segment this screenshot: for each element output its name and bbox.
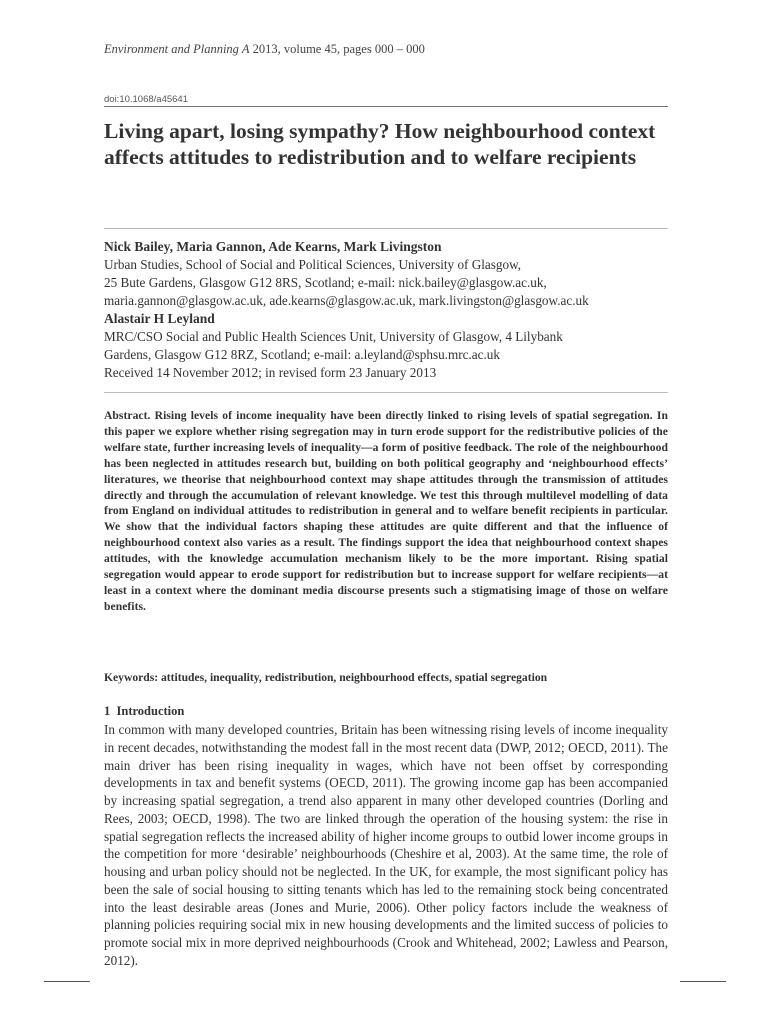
authors-divider: [104, 392, 668, 393]
crop-mark-left: [44, 981, 90, 982]
keywords: [104, 671, 668, 684]
author-names-1: Nick Bailey, Maria Gannon, Ade Kearns, Mark Livingston: [104, 239, 442, 254]
introduction-paragraph: In common with many developed countries, Britain has been witnessing rising levels of income inequality in recent decades, notwithstanding the modest fall in the most recent data (DWP, 2012; OECD, 2011). The main driver has been rising inequality in wages, which have not been offset by corresponding developments in tax and benefit systems (OECD, 2011). The growing income gap has been accompanied by increasing spatial segregation, a trend also apparent in many other developed countries (Dorling and Rees, 2003; OECD, 1998). The two are linked through the operation of the housing system: the rise in spatial segregation reflects the increased ability of higher income groups to outbid lower income groups in the competition for more ‘desirable’ neighbourhoods (Cheshire et al, 2003). At the same time, the role of housing and urban policy should not be neglected. In the UK, for example, the most significant policy has been the sale of social housing to sitting tenants which has led to the remaining stock being concentrated into the least desirable areas (Jones and Murie, 2006). Other policy factors include the weakness of planning policies requiring social mix in new housing developments and the limited success of policies to promote social mix in more deprived neighbourhoods (Crook and Whitehead, 2002; Lawless and Pearson, 2012).: [104, 722, 668, 968]
doi-link[interactable]: doi:10.1068/a45641: [104, 94, 188, 105]
crop-mark-right: [680, 981, 726, 982]
journal-header: [104, 42, 425, 57]
keywords-text: attitudes, inequality, redistribution, neighbourhood effects, spatial segregation: [158, 671, 548, 684]
author-names-2: Alastair H Leyland: [104, 311, 215, 326]
author-block: [104, 238, 668, 382]
section-heading: [104, 704, 184, 719]
affiliation-line: maria.gannon@glasgow.ac.uk, ade.kearns@glasgow.ac.uk, mark.livingston@glasgow.ac.uk: [104, 293, 589, 308]
affiliation-line: Gardens, Glasgow G12 8RZ, Scotland; e-mail: a.leyland@sphsu.mrc.ac.uk: [104, 347, 500, 362]
abstract-text: Rising levels of income inequality have been directly linked to rising levels of spatial segregation. In this paper we explore whether rising segregation may in turn erode support for the redistributive policies of the welfare state, further increasing levels of inequality—a form of positive feedback. The role of the neighbourhood has been neglected in attitudes research but, building on both political geography and ‘neighbourhood effects’ literatures, we theorise that neighbourhood context may shape attitudes through the transmission of attitudes directly and through the accumulation of relevant knowledge. We test this through multilevel modelling of data from England on individual attitudes to redistribution in general and to welfare benefit recipients in particular. We show that the individual factors shaping these attitudes are quite different and that the influence of neighbourhood context also varies as a result. The findings support the idea that neighbourhood context shapes attitudes, with the knowledge accumulation mechanism likely to be the more important. Rising spatial segregation would appear to erode support for redistribution but to increase support for welfare recipients—at least in a context where the dominant media discourse presents such a stigmatising image of those on welfare benefits.: [104, 409, 668, 613]
affiliation-line: Urban Studies, School of Social and Political Sciences, University of Glasgow,: [104, 257, 522, 272]
section-title: Introduction: [116, 704, 185, 718]
section-number: 1: [104, 704, 111, 718]
affiliation-line: MRC/CSO Social and Public Health Sciences Unit, University of Glasgow, 4 Lilybank: [104, 329, 563, 344]
paper-title: Living apart, losing sympathy? How neighbourhood context affects attitudes to redistribution and to welfare recipients: [104, 119, 656, 169]
received-dates: Received 14 November 2012; in revised form 23 January 2013: [104, 365, 437, 380]
journal-name: Environment and Planning A: [104, 42, 250, 56]
abstract: [104, 408, 668, 615]
keywords-label: Keywords:: [104, 671, 159, 684]
affiliation-line: 25 Bute Gardens, Glasgow G12 8RS, Scotland; e-mail: nick.bailey@glasgow.ac.uk,: [104, 275, 547, 290]
header-divider: [104, 106, 668, 107]
journal-details: 2013, volume 45, pages 000 – 000: [249, 42, 425, 56]
title-divider: [104, 228, 668, 229]
abstract-label: Abstract.: [104, 409, 151, 422]
